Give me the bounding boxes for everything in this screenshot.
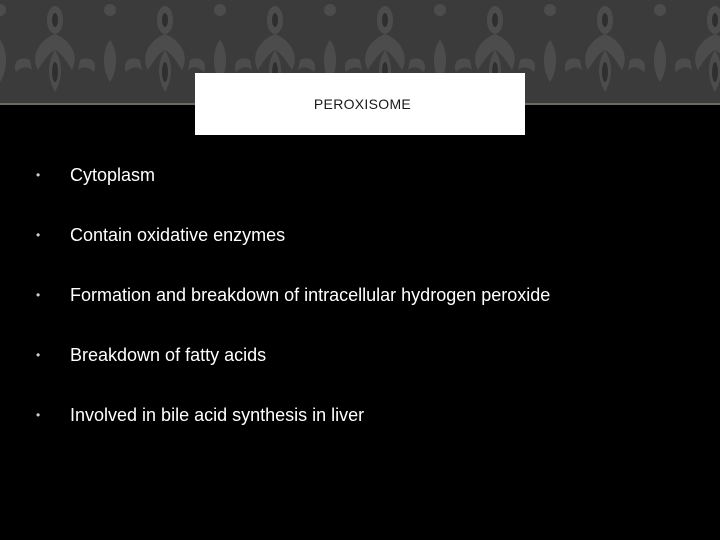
slide-title: PEROXISOME — [313, 96, 412, 112]
bullet-item — [36, 160, 550, 190]
bullet-item — [36, 400, 550, 430]
bullet-list — [36, 160, 550, 460]
bullet-text: Cytoplasm — [70, 164, 156, 185]
bullet-item — [36, 340, 550, 370]
bullet-icon: • — [36, 348, 41, 362]
bullet-icon: • — [36, 288, 41, 302]
bullet-item — [36, 220, 550, 250]
bullet-text: Formation and breakdown of intracellular hydrogen peroxide — [70, 284, 551, 305]
bullet-icon: • — [36, 168, 41, 182]
bullet-text: Contain oxidative enzymes — [70, 224, 286, 245]
bullet-text: Breakdown of fatty acids — [70, 344, 267, 365]
bullet-icon: • — [36, 228, 41, 242]
title-box — [195, 73, 525, 135]
bullet-item — [36, 280, 550, 310]
bullet-icon: • — [36, 408, 41, 422]
bullet-text: Involved in bile acid synthesis in liver — [70, 404, 365, 425]
